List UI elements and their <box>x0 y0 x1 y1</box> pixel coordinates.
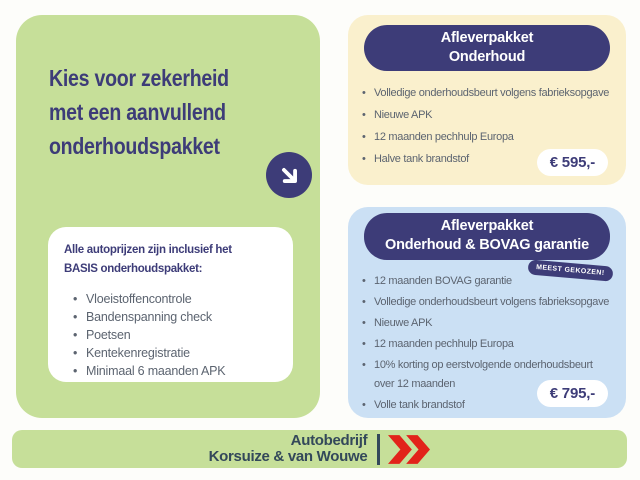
basis-package-card <box>48 227 293 382</box>
package-title-line: Afleverpakket <box>440 218 534 234</box>
most-chosen-badge: MEEST GEKOZEN! <box>528 259 614 281</box>
basis-item-list <box>64 290 279 380</box>
basis-item: • Kentekenregistratie <box>72 344 279 362</box>
company-name-line: Autobedrijf <box>290 432 368 449</box>
package-item: • Nieuwe APK <box>361 108 624 123</box>
basis-item: • Bandenspanning check <box>72 308 279 326</box>
basis-title-line: BASIS onderhoudspakket: <box>64 263 203 275</box>
price-badge: € 795,- <box>537 380 608 407</box>
package-item: • Volledige onderhoudsbeurt volgens fabrieksopgave <box>361 86 624 101</box>
intro-panel <box>16 15 320 418</box>
package-item: • 12 maanden pechhulp Europa <box>361 337 624 352</box>
package-item: • Nieuwe APK <box>361 316 624 331</box>
package-title-line: Afleverpakket <box>440 30 534 46</box>
package-card-onderhoud <box>348 15 626 185</box>
heading-line: Kies voor zekerheid <box>49 65 229 91</box>
package-item: • Halve tank brandstof <box>361 152 624 167</box>
package-header-pill <box>364 25 610 71</box>
basis-item: • Vloeistoffencontrole <box>72 290 279 308</box>
package-item: • 12 maanden pechhulp Europa <box>361 130 624 145</box>
basis-item: • Minimaal 6 maanden APK <box>72 362 279 380</box>
package-item: • 10% korting op eerstvolgende onderhoudsbeurt over 12 maanden <box>361 358 624 392</box>
basis-title-line: Alle autoprijzen zijn inclusief het <box>64 244 232 256</box>
heading-line: onderhoudspakket <box>49 133 220 159</box>
package-card-bovag <box>348 207 626 418</box>
package-title-line: Onderhoud <box>448 49 526 65</box>
package-header-pill <box>364 213 610 260</box>
company-name <box>209 433 368 465</box>
footer-divider <box>377 434 380 465</box>
package-item-wrap-line: over 12 maanden <box>374 378 456 390</box>
page-title <box>49 61 229 163</box>
package-title-line: Onderhoud & BOVAG garantie <box>385 237 589 253</box>
company-name-line: Korsuize & van Wouwe <box>208 448 368 465</box>
package-item: • Volledige onderhoudsbeurt volgens fabrieksopgave <box>361 295 624 310</box>
footer-bar <box>12 430 627 468</box>
basis-item: • Poetsen <box>72 326 279 344</box>
price-badge: € 595,- <box>537 149 608 176</box>
heading-line: met een aanvullend <box>49 99 226 125</box>
arrow-down-right-icon <box>266 152 312 198</box>
package-item: • Volle tank brandstof <box>361 398 624 413</box>
basis-package-title <box>64 241 279 279</box>
package-item: • 12 maanden BOVAG garantie <box>361 274 624 289</box>
double-chevron-right-icon <box>388 435 430 464</box>
